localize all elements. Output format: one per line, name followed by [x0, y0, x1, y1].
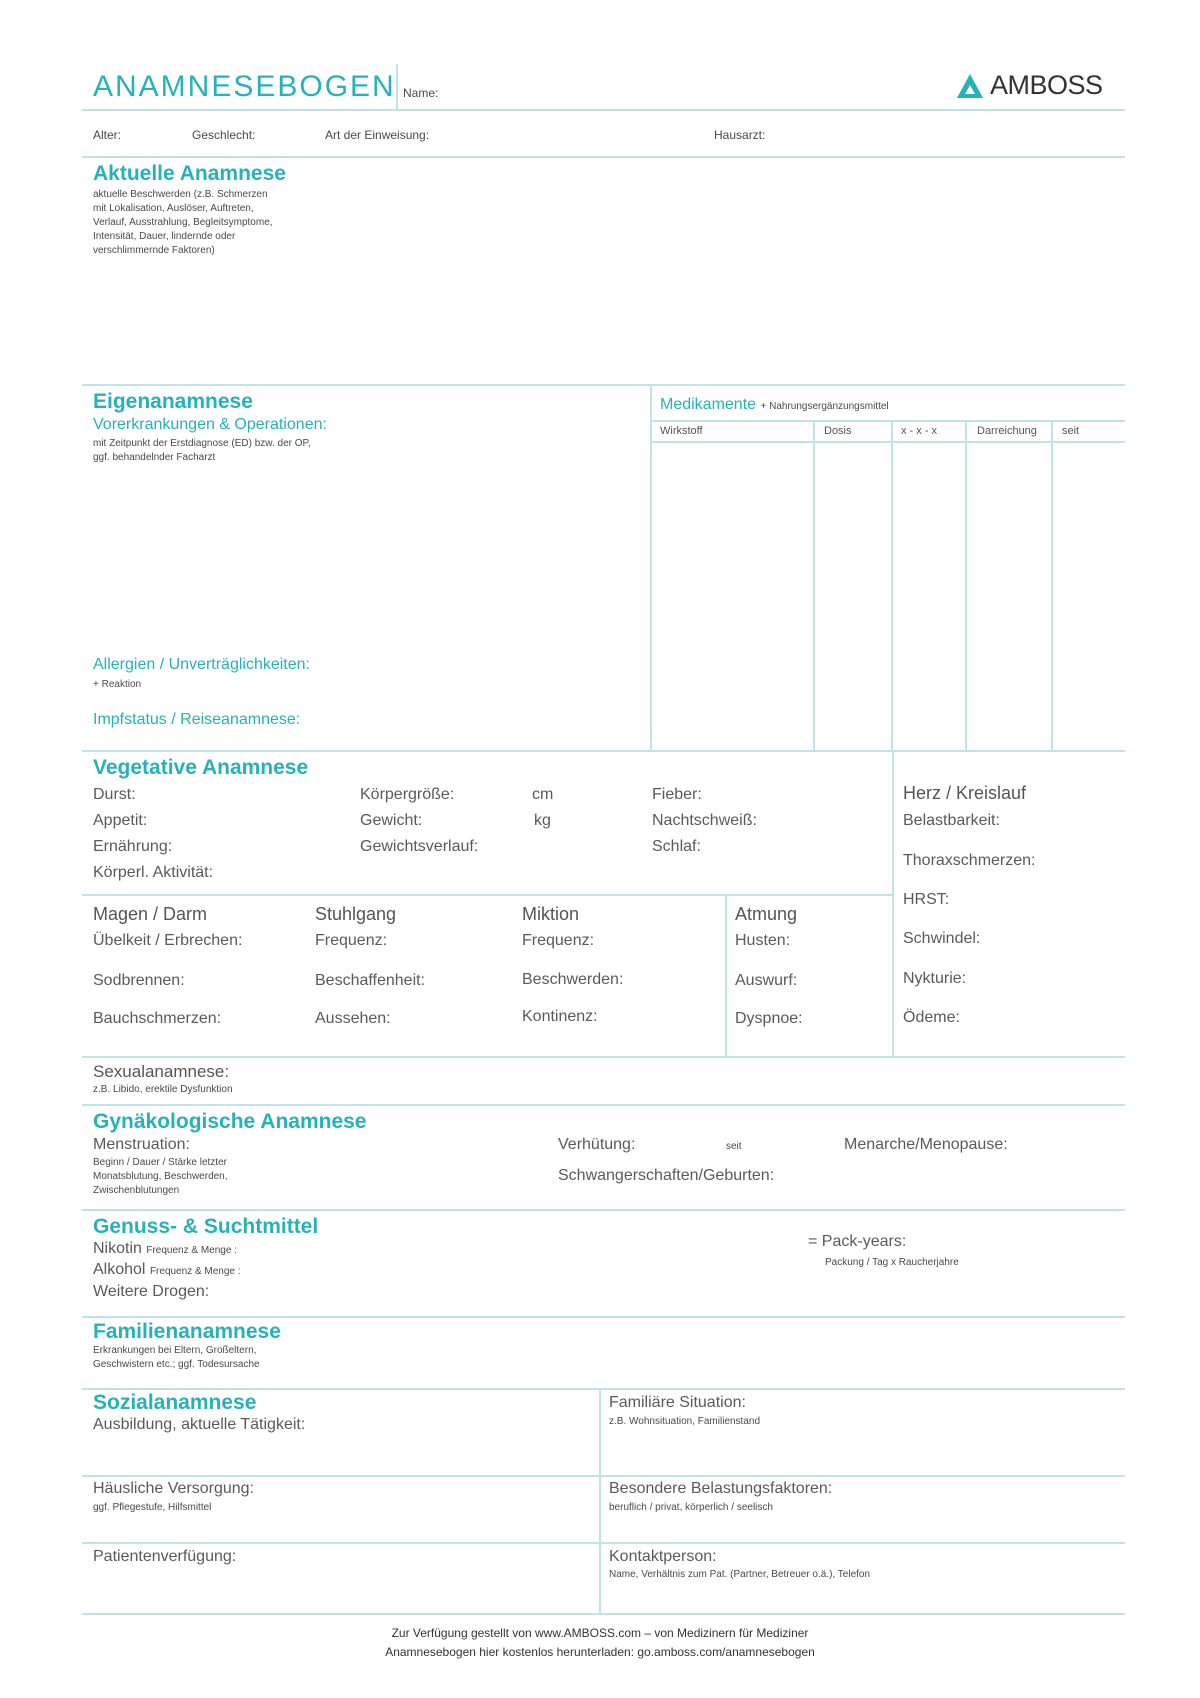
drogen-label: Weitere Drogen: [93, 1283, 210, 1300]
section-title-gyn: Gynäkologische Anamnese [93, 1110, 367, 1133]
vorerkrankungen-hint: mit Zeitpunkt der Erstdiagnose (ED) bzw. der OP, ggf. behandelnder Facharzt [93, 438, 311, 463]
impfstatus-label: Impfstatus / Reiseanamnese: [93, 711, 301, 728]
belastbarkeit-label: Belastbarkeit: [903, 812, 1000, 829]
ausbildung-label: Ausbildung, aktuelle Tätigkeit: [93, 1416, 306, 1433]
logo-text: AMBOSS [990, 70, 1103, 100]
familiaer-hint: z.B. Wohnsituation, Familienstand [609, 1416, 761, 1427]
nikotin-row: Nikotin Frequenz & Menge : [93, 1240, 237, 1257]
auswurf-label: Auswurf: [735, 972, 798, 989]
stuhl-frequenz-label: Frequenz: [315, 932, 388, 949]
divider [82, 1104, 1125, 1106]
medikamente-title: Medikamente + Nahrungsergänzungsmittel [660, 396, 889, 413]
familiaer-label: Familiäre Situation: [609, 1394, 746, 1411]
section-title-vegetative: Vegetative Anamnese [93, 756, 309, 779]
gp-label: Hausarzt: [714, 128, 766, 142]
section-title-sozial: Sozialanamnese [93, 1391, 257, 1414]
aktuelle-hint: aktuelle Beschwerden (z.B. Schmerzen mit Lokalisation, Auslöser, Auftreten, Verlauf, Ausstrahlung, Begleitsymptome, Intensität, Dauer, lindernde oder verschlimmernde Faktoren) [93, 189, 273, 256]
schwindel-label: Schwindel: [903, 930, 981, 947]
uebelkeit-label: Übelkeit / Erbrechen: [93, 932, 243, 949]
divider [599, 1388, 601, 1614]
kontakt-hint: Name, Verhältnis zum Pat. (Partner, Betreuer o.ä.), Telefon [609, 1569, 871, 1580]
divider [82, 109, 1125, 111]
oedeme-label: Ödeme: [903, 1009, 960, 1026]
herz-title: Herz / Kreislauf [903, 783, 1027, 803]
age-label: Alter: [93, 128, 122, 142]
divider [82, 1056, 1125, 1058]
packyears-label: = Pack-years: [808, 1233, 907, 1250]
divider [82, 1475, 1125, 1477]
schwangerschaften-label: Schwangerschaften/Geburten: [558, 1167, 775, 1184]
section-title-eigen: Eigenanamnese [93, 390, 253, 413]
miktion-beschwerden-label: Beschwerden: [522, 971, 624, 988]
section-title-aktuelle: Aktuelle Anamnese [93, 162, 286, 185]
haeuslich-hint: ggf. Pflegestufe, Hilfsmittel [93, 1502, 212, 1513]
divider [725, 894, 727, 1056]
amboss-logo-icon [956, 72, 984, 100]
miktion-title: Miktion [522, 904, 580, 924]
appetit-label: Appetit: [93, 812, 148, 829]
familie-hint: Erkrankungen bei Eltern, Großeltern, Geschwistern etc.; ggf. Todesursache [93, 1345, 260, 1370]
verfuegung-label: Patientenverfügung: [93, 1548, 237, 1565]
miktion-frequenz-label: Frequenz: [522, 932, 595, 949]
referral-label: Art der Einweisung: [325, 128, 430, 142]
divider [82, 894, 892, 896]
divider [82, 1542, 1125, 1544]
med-col-wirkstoff: Wirkstoff [660, 425, 703, 437]
divider [82, 156, 1125, 158]
footer-line-2: Anamnesebogen hier kostenlos herunterladen: go.amboss.com/anamnesebogen [385, 1645, 815, 1659]
alkohol-row: Alkohol Frequenz & Menge : [93, 1261, 241, 1278]
stuhlgang-title: Stuhlgang [315, 904, 397, 924]
divider [82, 1316, 1125, 1318]
husten-label: Husten: [735, 932, 791, 949]
nykturie-label: Nykturie: [903, 970, 967, 987]
koerpergroesse-label: Körpergröße: [360, 786, 455, 803]
gewicht-label: Gewicht: [360, 812, 423, 829]
divider [82, 1209, 1125, 1211]
vorerkrankungen-label: Vorerkrankungen & Operationen: [93, 416, 327, 433]
name-label: Name: [403, 86, 439, 100]
bauchschmerzen-label: Bauchschmerzen: [93, 1010, 222, 1027]
divider [82, 384, 1125, 386]
gewichtsverlauf-label: Gewichtsverlauf: [360, 838, 479, 855]
divider [650, 420, 1125, 422]
menstruation-hint: Beginn / Dauer / Stärke letzter Monatsblutung, Beschwerden, Zwischenblutungen [93, 1157, 228, 1196]
page-title: ANAMNESEBOGEN [93, 70, 396, 103]
unit-kg: kg [534, 812, 551, 829]
kontinenz-label: Kontinenz: [522, 1008, 598, 1025]
dyspnoe-label: Dyspnoe: [735, 1010, 803, 1027]
hrst-label: HRST: [903, 891, 950, 908]
verhuetung-seit: seit [726, 1141, 742, 1152]
ernaehrung-label: Ernährung: [93, 838, 173, 855]
menarche-label: Menarche/Menopause: [844, 1136, 1008, 1153]
divider [1051, 420, 1053, 750]
divider [82, 1388, 1125, 1390]
med-col-seit: seit [1062, 425, 1080, 437]
magen-title: Magen / Darm [93, 904, 208, 924]
med-col-darreichung: Darreichung [977, 425, 1037, 437]
atmung-title: Atmung [735, 904, 798, 924]
amboss-logo [956, 70, 1126, 102]
thoraxschmerzen-label: Thoraxschmerzen: [903, 852, 1036, 869]
divider [891, 420, 893, 750]
med-col-schema: x - x - x [901, 425, 938, 437]
section-title-genuss: Genuss- & Suchtmittel [93, 1215, 319, 1238]
haeuslich-label: Häusliche Versorgung: [93, 1480, 254, 1497]
menstruation-label: Menstruation: [93, 1136, 190, 1153]
divider [965, 420, 967, 750]
section-title-familie: Familienanamnese [93, 1320, 281, 1343]
sodbrennen-label: Sodbrennen: [93, 972, 185, 989]
belastung-label: Besondere Belastungsfaktoren: [609, 1480, 833, 1497]
beschaffenheit-label: Beschaffenheit: [315, 972, 426, 989]
med-col-dosis: Dosis [824, 425, 852, 437]
kontakt-label: Kontaktperson: [609, 1548, 717, 1565]
divider [650, 441, 1125, 443]
durst-label: Durst: [93, 786, 136, 803]
belastung-hint: beruflich / privat, körperlich / seelisch [609, 1502, 773, 1513]
sexual-hint: z.B. Libido, erektile Dysfunktion [93, 1084, 233, 1095]
aktivitaet-label: Körperl. Aktivität: [93, 864, 214, 881]
divider [396, 64, 398, 109]
divider [650, 384, 652, 750]
sex-label: Geschlecht: [192, 128, 256, 142]
footer-line-1: Zur Verfügung gestellt von www.AMBOSS.com – von Medizinern für Mediziner [391, 1626, 809, 1640]
unit-cm: cm [532, 786, 554, 803]
nachtschweiss-label: Nachtschweiß: [652, 812, 757, 829]
sexual-title: Sexualanamnese: [93, 1062, 230, 1081]
divider [892, 750, 894, 1056]
fieber-label: Fieber: [652, 786, 702, 803]
aussehen-label: Aussehen: [315, 1010, 391, 1027]
allergien-label: Allergien / Unverträglichkeiten: [93, 656, 310, 673]
schlaf-label: Schlaf: [652, 838, 701, 855]
verhuetung-label: Verhütung: [558, 1136, 636, 1153]
divider [813, 420, 815, 750]
allergien-hint: + Reaktion [93, 679, 142, 690]
divider [82, 1613, 1125, 1615]
divider [82, 750, 1125, 752]
packyears-hint: Packung / Tag x Raucherjahre [825, 1257, 959, 1268]
